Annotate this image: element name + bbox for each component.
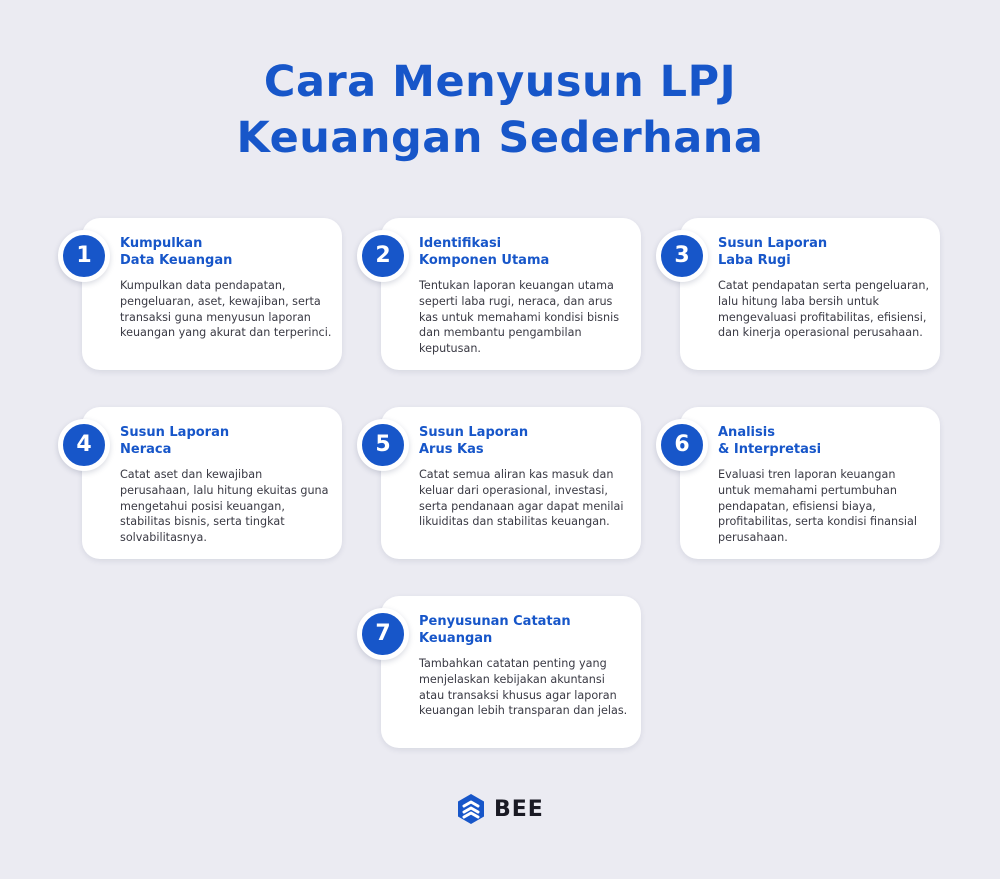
step-title [120,424,330,458]
step-description: Kumpulkan data pendapatan, pengeluaran, aset, kewajiban, serta transaksi guna menyusun laporan keuangan yang akurat dan terperinci. [120,279,332,340]
step-description: Catat semua aliran kas masuk dan keluar dari operasional, investasi, serta pendanaan agar dapat menilai likuiditas dan stabilitas keuangan. [419,468,624,529]
step-card-5 [375,407,641,559]
step-number-badge: 6 [656,419,708,471]
step-title-line-2: Data Keuangan [120,253,233,268]
step-description: Catat aset dan kewajiban perusahaan, lalu hitung ekuitas guna mengetahui posisi keuangan, stabilitas bisnis, serta tingkat solvabilitasnya. [120,468,329,545]
step-title-line-2: Neraca [120,442,172,457]
step-title-line-2: Keuangan [419,631,493,646]
step-description: Tentukan laporan keuangan utama seperti laba rugi, neraca, dan arus kas untuk memahami kondisi bisnis dan membantu pengambilan keputusan. [419,279,620,356]
step-card-3 [674,218,940,370]
step-title-line-1: Susun Laporan [120,425,230,440]
step-number-badge: 1 [58,230,110,282]
step-title [419,613,629,647]
step-number-badge: 5 [357,419,409,471]
step-title-line-1: Identifikasi [419,236,502,251]
step-description: Tambahkan catatan penting yang menjelaskan kebijakan akuntansi atau transaksi khusus agar laporan keuangan lebih transparan dan jelas. [419,657,628,718]
step-number-badge: 4 [58,419,110,471]
page-title-line-1: Cara Menyusun LPJ [263,57,737,107]
step-title-line-1: Susun Laporan [419,425,529,440]
step-title [120,235,330,269]
bee-logo [456,793,544,825]
step-title-line-2: Laba Rugi [718,253,791,268]
step-title-line-2: Komponen Utama [419,253,550,268]
step-card-7 [375,596,641,748]
step-title-line-1: Susun Laporan [718,236,828,251]
bee-logo-icon [456,793,486,825]
step-title-line-1: Kumpulkan [120,236,203,251]
step-card-4 [76,407,342,559]
step-number-badge: 2 [357,230,409,282]
step-title-line-1: Penyusunan Catatan [419,614,571,629]
page-title-line-2: Keuangan Sederhana [236,113,764,163]
step-number-badge: 3 [656,230,708,282]
step-number-badge: 7 [357,608,409,660]
page-title [0,54,1000,166]
step-title [419,235,629,269]
step-card-2 [375,218,641,370]
step-title-line-1: Analisis [718,425,775,440]
step-title [419,424,629,458]
step-title-line-2: & Interpretasi [718,442,822,457]
step-description: Catat pendapatan serta pengeluaran, lalu hitung laba bersih untuk mengevaluasi profitabilitas, efisiensi, dan kinerja operasional perusahaan. [718,279,930,340]
step-title [718,235,928,269]
bee-logo-text: BEE [494,796,544,822]
step-title [718,424,928,458]
step-card-1 [76,218,342,370]
step-card-6 [674,407,940,559]
step-description: Evaluasi tren laporan keuangan untuk memahami pertumbuhan pendapatan, efisiensi biaya, profitabilitas, serta kondisi finansial perusahaan. [718,468,918,545]
step-title-line-2: Arus Kas [419,442,484,457]
